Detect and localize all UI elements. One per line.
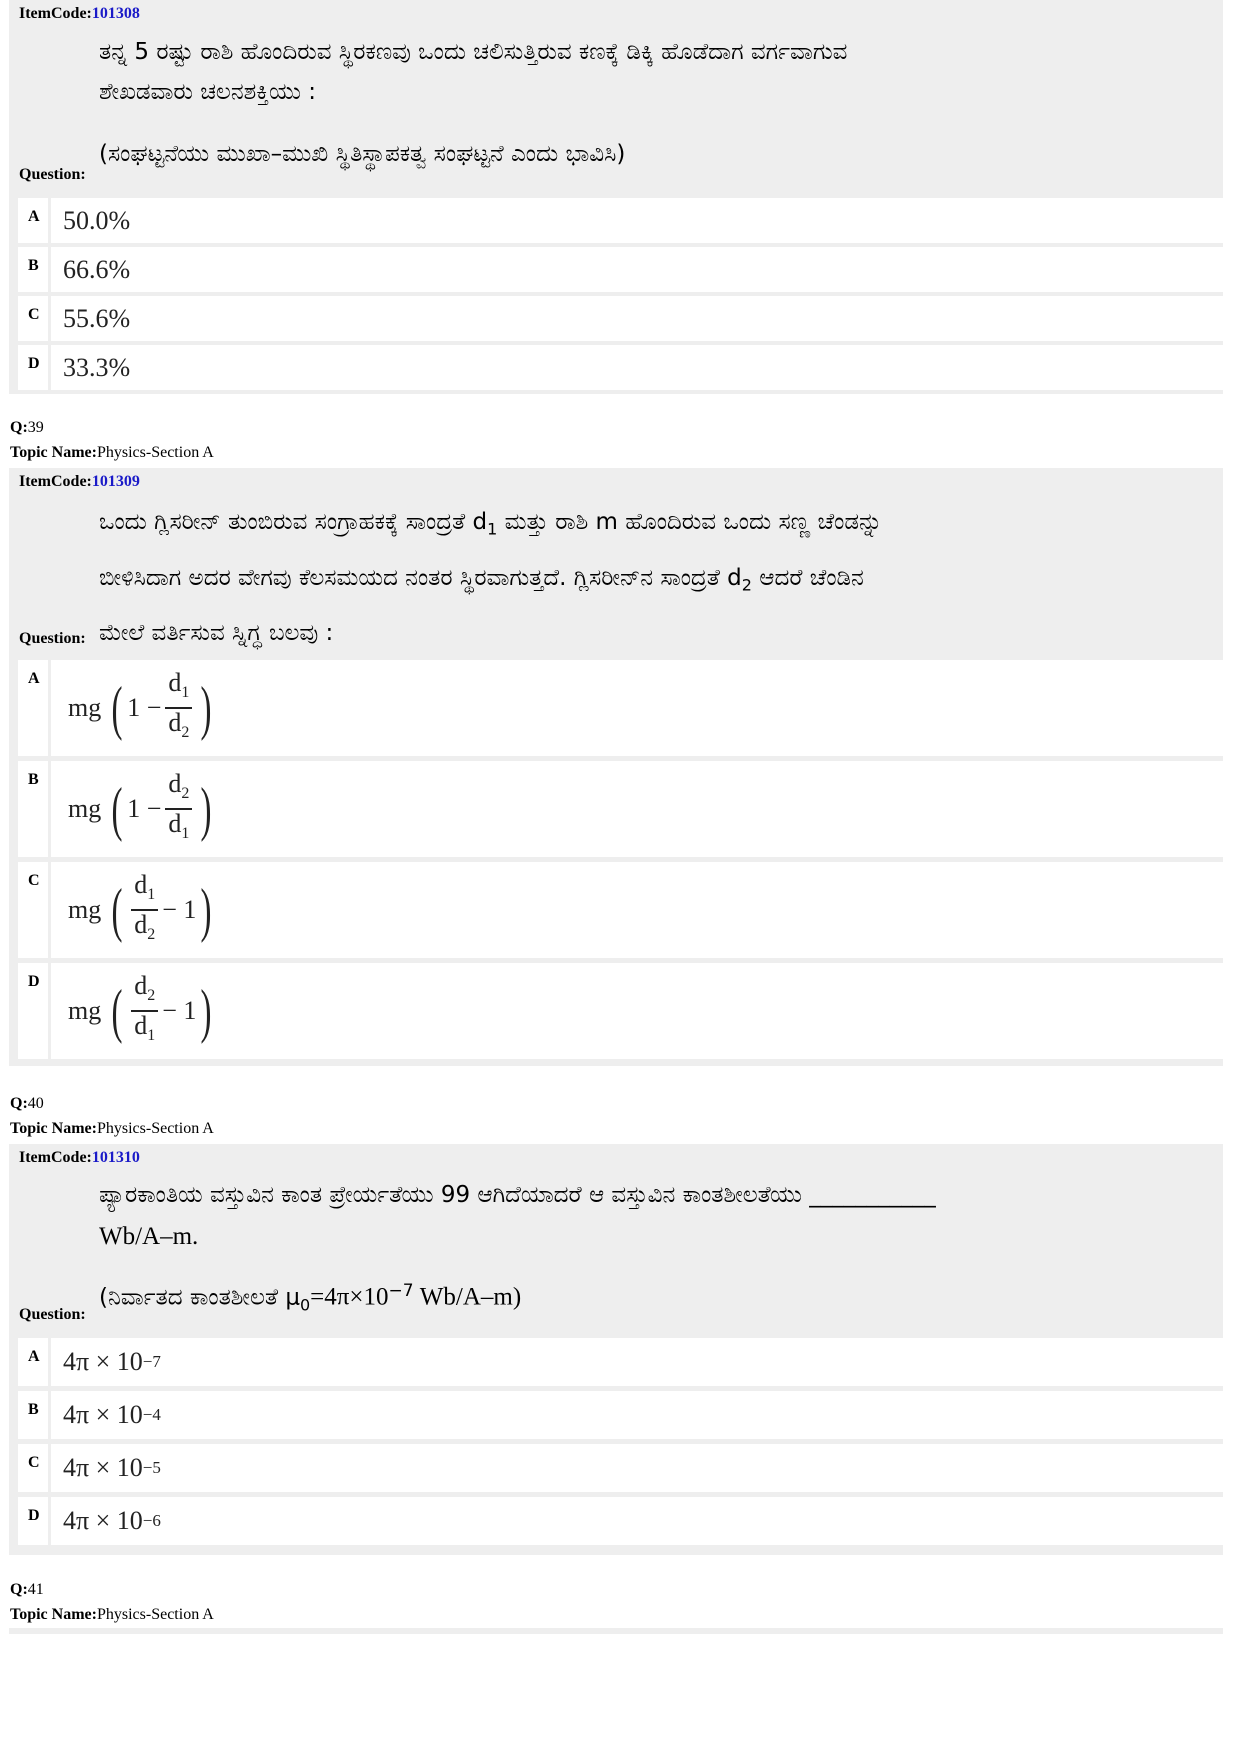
option-d[interactable] [18, 345, 1223, 390]
question-line: ಮೇಲೆ ವರ್ತಿಸುವ ಸ್ನಿಗ್ಧ ಬಲವು : [99, 620, 334, 647]
topic-name: Topic Name:Physics-Section A [10, 444, 214, 461]
option-letter: B [28, 257, 39, 274]
option-c[interactable]: C 4π × 10 −5 [18, 1444, 1223, 1492]
option-value: 55.6% [63, 303, 131, 333]
option-formula: mg ( $\frac{d_1}{d_2}$ − 1 ) [68, 869, 212, 944]
question-block-38 [9, 0, 1223, 394]
option-c[interactable] [18, 296, 1223, 341]
option-a[interactable]: A mg ( 1 − $\frac{d_1}{d_2}$ ) [18, 660, 1223, 756]
option-letter: C [28, 306, 40, 323]
question-block-41-top [9, 1628, 1223, 1634]
option-d[interactable]: D 4π × 10 −6 [18, 1497, 1223, 1545]
option-formula: mg ( 1 − $\frac{d_2}{d_1}$ ) [68, 768, 212, 843]
question-block-40 [9, 1144, 1223, 1555]
option-letter: D [28, 355, 40, 372]
question-label: Question: [19, 630, 86, 647]
question-label: Question: [19, 1306, 86, 1323]
question-text [99, 32, 1209, 174]
question-line: ಬೀಳಿಸಿದಾಗ ಅದರ ವೇಗವು ಕೆಲಸಮಯದ ನಂತರ ಸ್ಥಿರವಾಗುತ್ತದೆ. ಗ್ಲಿಸರೀನ್‌ನ ಸಾಂದ್ರತೆ $d_2$ ಆದರೆ ಚೆಂಡಿನ [99, 564, 864, 595]
item-code [19, 4, 140, 24]
question-line: (ಸಂಘಟ್ಟನೆಯು ಮುಖಾ–ಮುಖಿ ಸ್ಥಿತಿಸ್ಥಾಪಕತ್ವ ಸಂಘಟ್ಟನೆ ಎಂದು ಭಾವಿಸಿ) [99, 141, 626, 167]
topic-name: Topic Name:Physics-Section A [10, 1606, 214, 1623]
item-code-value: 101309 [91, 473, 140, 490]
item-code-value: 101308 [91, 5, 140, 22]
question-block-39 [9, 468, 1223, 1066]
option-b[interactable]: B 4π × 10 −4 [18, 1391, 1223, 1439]
item-code: ItemCode:101310 [19, 1149, 140, 1166]
item-code-value: 101310 [91, 1149, 140, 1166]
option-value: 4π × 10 −6 [63, 1506, 161, 1535]
question-line: ಪ್ಯಾರಕಾಂತಿಯ ವಸ್ತುವಿನ ಕಾಂತ ಪ್ರೇರ್ಯತೆಯು 99 ಆಗಿದೆಯಾದರೆ ಆ ವಸ್ತುವಿನ ಕಾಂತಶೀಲತೆಯು ___________ [99, 1182, 936, 1208]
item-code-label: ItemCode: [19, 5, 92, 22]
item-code: ItemCode:101309 [19, 473, 140, 490]
question-line: Wb/A–m. [99, 1223, 199, 1250]
option-value: 66.6% [63, 254, 131, 284]
option-letter: A [28, 208, 40, 225]
question-number: Q:40 [10, 1095, 44, 1112]
question-number: Q:41 [10, 1581, 44, 1598]
question-text [99, 1174, 1209, 1326]
option-value: 33.3% [63, 352, 131, 382]
question-line: ಒಂದು ಗ್ಲಿಸರೀನ್ ತುಂಬಿರುವ ಸಂಗ್ರಾಹಕಕ್ಕೆ ಸಾಂದ್ರತೆ $d_1$ ಮತ್ತು ರಾಶಿ m ಹೊಂದಿರುವ ಒಂದು ಸಣ್ಣ ಚೆಂಡನ್ನು [99, 509, 883, 539]
option-b[interactable]: B mg ( 1 − $\frac{d_2}{d_1}$ ) [18, 761, 1223, 857]
option-value: 4π × 10 −4 [63, 1400, 161, 1429]
question-label: Question: [19, 166, 86, 183]
question-line: ತನ್ನ 5 ರಷ್ಟು ರಾಶಿ ಹೊಂದಿರುವ ಸ್ಥಿರಕಣವು ಒಂದು ಚಲಿಸುತ್ತಿರುವ ಕಣಕ್ಕೆ ಡಿಕ್ಕಿ ಹೊಡೆದಾಗ ವರ್ಗವಾಗುವ [99, 39, 848, 65]
option-b[interactable] [18, 247, 1223, 292]
question-line: ಶೇಖಡವಾರು ಚಲನಶಕ್ತಿಯು : [99, 79, 316, 105]
option-a[interactable]: A 4π × 10 −7 [18, 1338, 1223, 1386]
topic-name: Topic Name:Physics-Section A [10, 1120, 214, 1137]
question-number: Q:39 [10, 419, 44, 436]
option-value: 50.0% [63, 205, 131, 235]
question-text [99, 498, 1209, 657]
option-formula: mg ( 1 − $\frac{d_1}{d_2}$ ) [68, 667, 212, 742]
option-value: 4π × 10 −7 [63, 1347, 161, 1376]
option-a[interactable] [18, 198, 1223, 243]
option-d[interactable]: D mg ( $\frac{d_2}{d_1}$ − 1 ) [18, 963, 1223, 1059]
option-c[interactable]: C mg ( $\frac{d_1}{d_2}$ − 1 ) [18, 862, 1223, 958]
option-formula: mg ( $\frac{d_2}{d_1}$ − 1 ) [68, 970, 212, 1045]
option-value: 4π × 10 −5 [63, 1453, 161, 1482]
question-line: (ನಿರ್ವಾತದ ಕಾಂತಶೀಲತೆ $\mu_0=4\pi\times 10^{-7}$ Wb/A–m) [99, 1281, 522, 1315]
